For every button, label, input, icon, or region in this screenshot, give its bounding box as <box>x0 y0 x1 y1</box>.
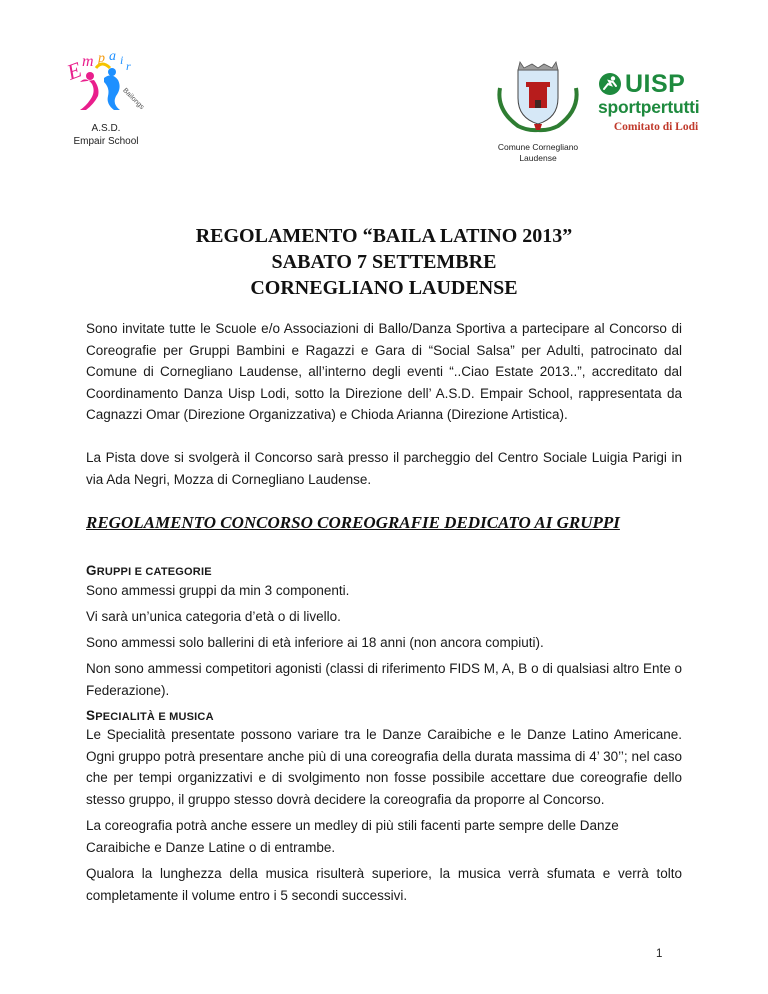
comune-caption-line-2: Laudense <box>519 153 557 163</box>
specialita-paragraph-1: Le Specialità presentate possono variare tra le Danze Caraibiche e le Danze Latino Americane. Ogni gruppo potrà presentare anche più di una coreografia della durata massima di 4’ 30’’; nel caso che per tempi organizzativi e di svolgimento non fosse possibile accettare due coreografie dello stesso gruppo, il gruppo stesso dovrà decidere la coreografia da proporre al Concorso. <box>86 727 682 807</box>
svg-text:a: a <box>109 49 116 64</box>
specialita-paragraph-3: Qualora la lunghezza della musica risulterà superiore, la musica verrà sfumata e verrà tolto completamente il volume entro i 5 secondi successivi. <box>86 866 682 903</box>
title-line-2: SABATO 7 SETTEMBRE <box>271 251 497 273</box>
title-line-1: REGOLAMENTO “BAILA LATINO 2013” <box>195 225 573 247</box>
uisp-committee: Comitato di Lodi <box>613 121 699 133</box>
empair-dancers-icon <box>63 48 146 114</box>
empair-caption-asd: A.S.D. <box>91 123 121 134</box>
empair-caption-school: Empair School <box>73 136 139 147</box>
specialita-paragraph-2: La coreografia potrà anche essere un medley di più stili facenti parte sempre delle Danze Caraibiche e Danze Latine o di entrambe. <box>86 818 619 855</box>
specialita-heading-rest: PECIALITÀ E MUSICA <box>95 711 214 723</box>
gruppi-heading <box>86 563 212 578</box>
svg-text:p: p <box>98 51 105 66</box>
svg-text:i: i <box>120 53 124 67</box>
gruppi-line-1: Sono ammessi gruppi da min 3 componenti. <box>86 583 350 598</box>
uisp-logo <box>598 70 714 140</box>
svg-text:r: r <box>126 59 131 73</box>
gruppi-line-4: Non sono ammessi competitori agonisti (classi di riferimento FIDS M, A, B o di qualsiasi altro Ente o Federazione). <box>86 661 682 698</box>
page-number: 1 <box>656 948 663 960</box>
uisp-name: UISP <box>625 69 686 98</box>
intro-paragraph-1: Sono invitate tutte le Scuole e/o Associazioni di Ballo/Danza Sportiva a partecipare al Concorso di Coreografie per Gruppi Bambini e Ragazzi e Gara di “Social Salsa” per Adulti, patrocinato dal Comune di Cornegliano Laudense, all’interno degli eventi “..Ciao Estate 2013..”, accreditato dal Coordinamento Danza Uisp Lodi, sotto la Direzione dell’ A.S.D. Empair School, rappresentata da Cagnazzi Omar (Direzione Organizzativa) e Chioda Arianna (Direzione Artistica). <box>86 321 682 422</box>
title-line-3: CORNEGLIANO LAUDENSE <box>250 277 518 299</box>
gruppi-line-2: Vi sarà un’unica categoria d’età o di livello. <box>86 609 341 624</box>
uisp-runner-icon <box>598 72 622 96</box>
gruppi-heading-cap: G <box>86 563 97 578</box>
svg-text:Bailongs: Bailongs <box>121 87 146 111</box>
specialita-heading-cap: S <box>86 708 96 723</box>
comune-caption-line-1: Comune Cornegliano <box>497 142 579 152</box>
svg-text:m: m <box>82 53 94 70</box>
gruppi-heading-rest: RUPPI E CATEGORIE <box>96 566 212 578</box>
svg-text:E: E <box>63 56 85 85</box>
uisp-tagline: sportpertutti <box>598 97 700 117</box>
gruppi-line-3: Sono ammessi solo ballerini di età inferiore ai 18 anni (non ancora compiuti). <box>86 635 544 650</box>
empair-school-logo <box>63 48 146 156</box>
comune-crest-logo <box>488 58 588 170</box>
section-heading: REGOLAMENTO CONCORSO COREOGRAFIE DEDICATO AI GRUPPI <box>86 513 620 532</box>
document-title <box>0 223 768 301</box>
municipal-crest-icon <box>488 58 588 132</box>
specialita-heading <box>86 708 214 723</box>
intro-paragraph-2: La Pista dove si svolgerà il Concorso sarà presso il parcheggio del Centro Sociale Luigia Parigi in via Ada Negri, Mozza di Cornegliano Laudense. <box>86 450 682 487</box>
